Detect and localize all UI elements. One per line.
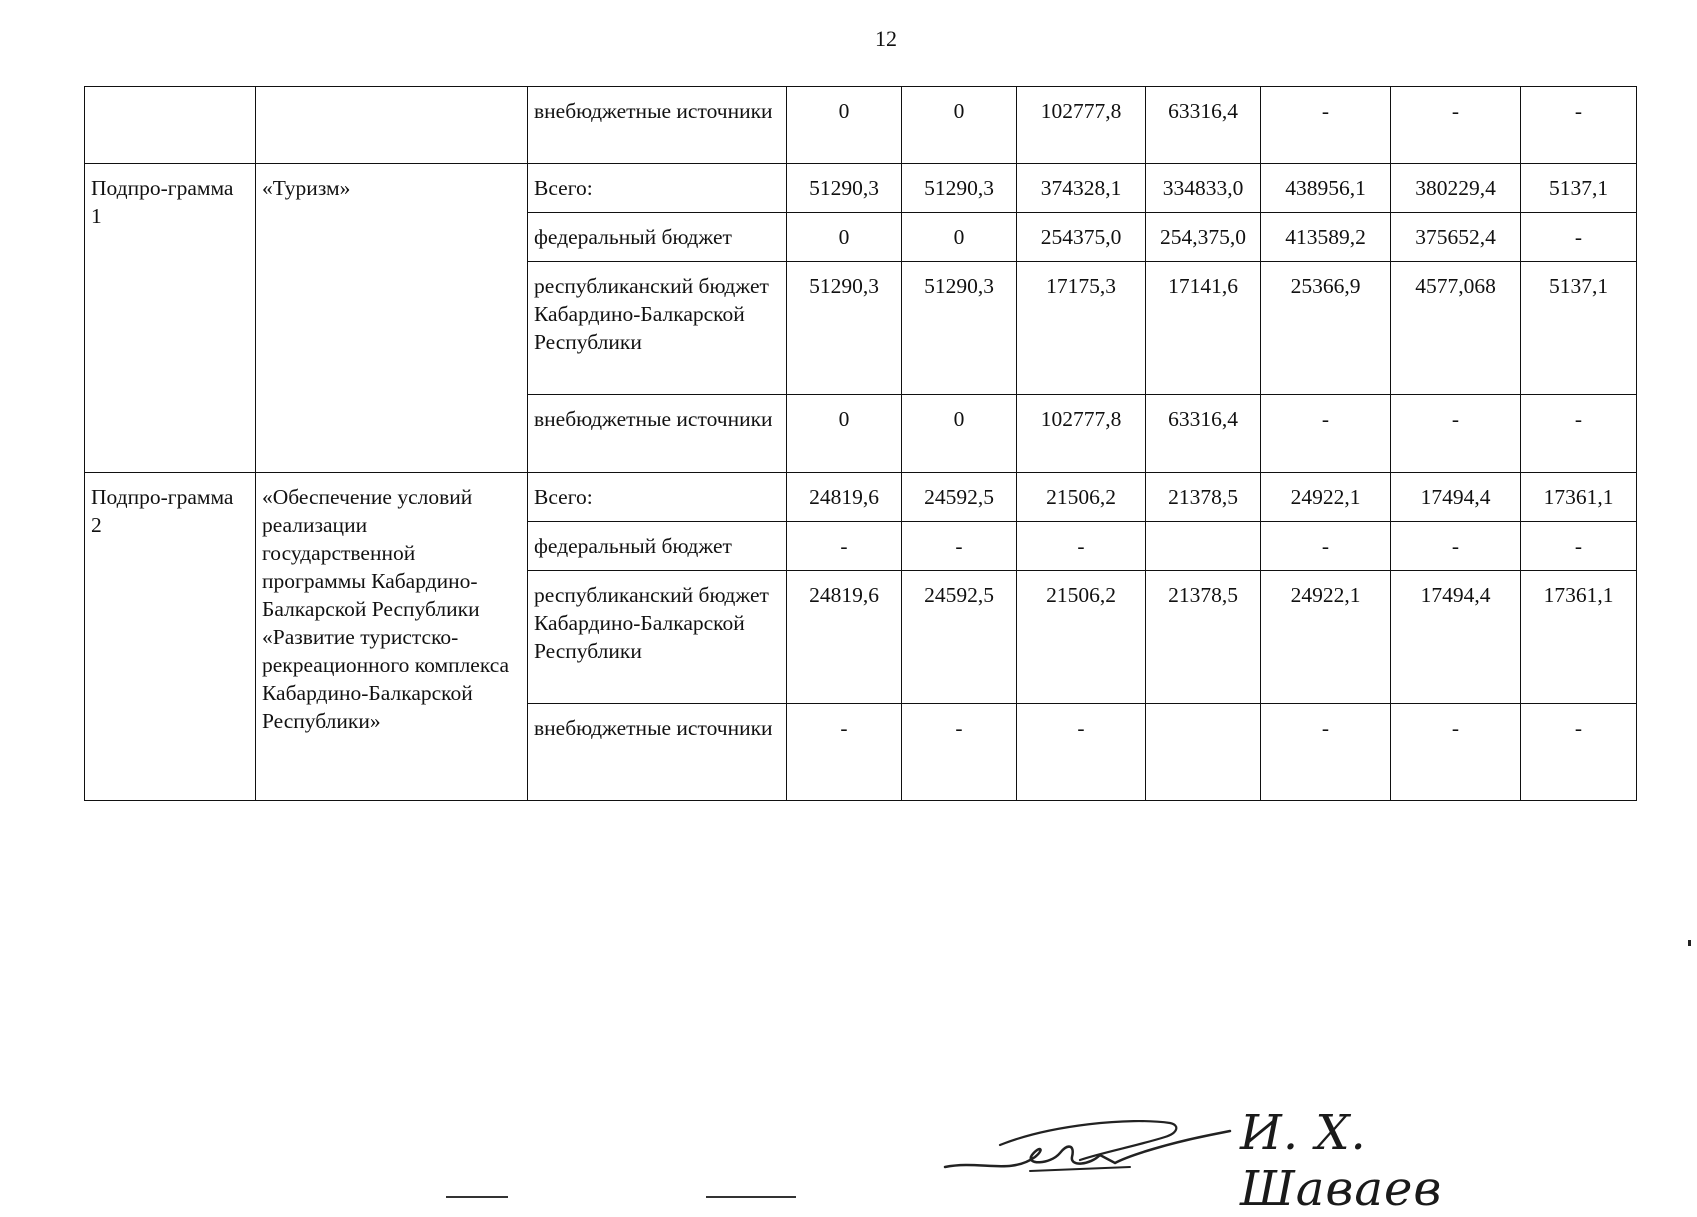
value-cell: - [1261,395,1391,473]
value-cell [1146,704,1261,801]
value-cell: - [1391,395,1521,473]
value-cell: - [902,704,1017,801]
subprogram-label-cell: Подпро-грамма 2 [85,473,256,801]
value-cell: 24819,6 [787,571,902,704]
value-cell: 0 [787,213,902,262]
value-cell: 51290,3 [787,262,902,395]
value-cell: 21506,2 [1017,571,1146,704]
value-cell: - [1261,522,1391,571]
value-cell: - [1017,704,1146,801]
value-cell: - [1261,704,1391,801]
value-cell: - [1521,87,1637,164]
value-cell: - [787,522,902,571]
funding-source-cell: Всего: [528,164,787,213]
value-cell: 438956,1 [1261,164,1391,213]
value-cell: 413589,2 [1261,213,1391,262]
value-cell: 17361,1 [1521,473,1637,522]
signature-block [940,1105,1580,1217]
subprogram-title-cell: «Обеспечение условий реализации государственной программы Кабардино-Балкарской Республики «Развитие туристско-рекреационного комплекса Кабардино-Балкарской Республики» [256,473,528,801]
value-cell: 254375,0 [1017,213,1146,262]
value-cell: 0 [902,87,1017,164]
value-cell: - [1521,522,1637,571]
value-cell: - [1391,87,1521,164]
value-cell: 17361,1 [1521,571,1637,704]
value-cell: 24592,5 [902,473,1017,522]
funding-source-cell: Всего: [528,473,787,522]
value-cell: - [902,522,1017,571]
value-cell: 17494,4 [1391,473,1521,522]
value-cell: 24922,1 [1261,571,1391,704]
value-cell: 17175,3 [1017,262,1146,395]
value-cell: 5137,1 [1521,164,1637,213]
value-cell: 254,375,0 [1146,213,1261,262]
funding-source-cell: республиканский бюджет Кабардино-Балкарской Республики [528,571,787,704]
handwritten-signature [940,1105,1240,1185]
value-cell: 51290,3 [902,262,1017,395]
value-cell: 4577,068 [1391,262,1521,395]
value-cell: - [787,704,902,801]
value-cell: 0 [787,395,902,473]
value-cell: 21378,5 [1146,571,1261,704]
value-cell: 334833,0 [1146,164,1261,213]
value-cell: 51290,3 [787,164,902,213]
value-cell: - [1391,704,1521,801]
value-cell: 51290,3 [902,164,1017,213]
value-cell: - [1391,522,1521,571]
value-cell: 63316,4 [1146,87,1261,164]
funding-source-cell: федеральный бюджет [528,522,787,571]
value-cell: 374328,1 [1017,164,1146,213]
value-cell: 21506,2 [1017,473,1146,522]
value-cell: 0 [787,87,902,164]
value-cell: 0 [902,213,1017,262]
subprogram-title-cell: «Туризм» [256,164,528,473]
funding-source-cell: внебюджетные источники [528,704,787,801]
funding-source-cell: внебюджетные источники [528,395,787,473]
value-cell: 17141,6 [1146,262,1261,395]
value-cell: - [1521,395,1637,473]
funding-source-cell: внебюджетные источники [528,87,787,164]
table-row [85,87,1637,164]
program-label-cell [85,87,256,164]
value-cell: 5137,1 [1521,262,1637,395]
value-cell: 24819,6 [787,473,902,522]
scan-artifact-line [446,1196,508,1198]
signatory-name: И. Х. Шаваев [1240,1105,1443,1217]
page-number: 12 [875,26,897,51]
value-cell: 375652,4 [1391,213,1521,262]
value-cell: - [1521,704,1637,801]
value-cell: - [1521,213,1637,262]
value-cell: - [1017,522,1146,571]
value-cell: 102777,8 [1017,395,1146,473]
value-cell: 24592,5 [902,571,1017,704]
value-cell: 24922,1 [1261,473,1391,522]
value-cell: 17494,4 [1391,571,1521,704]
budget-table [84,86,1637,801]
funding-source-cell: республиканский бюджет Кабардино-Балкарской Республики [528,262,787,395]
table-row [85,164,1637,213]
value-cell: 0 [902,395,1017,473]
scan-artifact-line [706,1196,796,1198]
table-row [85,473,1637,522]
value-cell: 25366,9 [1261,262,1391,395]
program-title-cell [256,87,528,164]
value-cell: 380229,4 [1391,164,1521,213]
value-cell: 102777,8 [1017,87,1146,164]
value-cell [1146,522,1261,571]
value-cell: 63316,4 [1146,395,1261,473]
value-cell: - [1261,87,1391,164]
subprogram-label-cell: Подпро-грамма 1 [85,164,256,473]
value-cell: 21378,5 [1146,473,1261,522]
scan-artifact-dot [1688,940,1691,946]
funding-source-cell: федеральный бюджет [528,213,787,262]
